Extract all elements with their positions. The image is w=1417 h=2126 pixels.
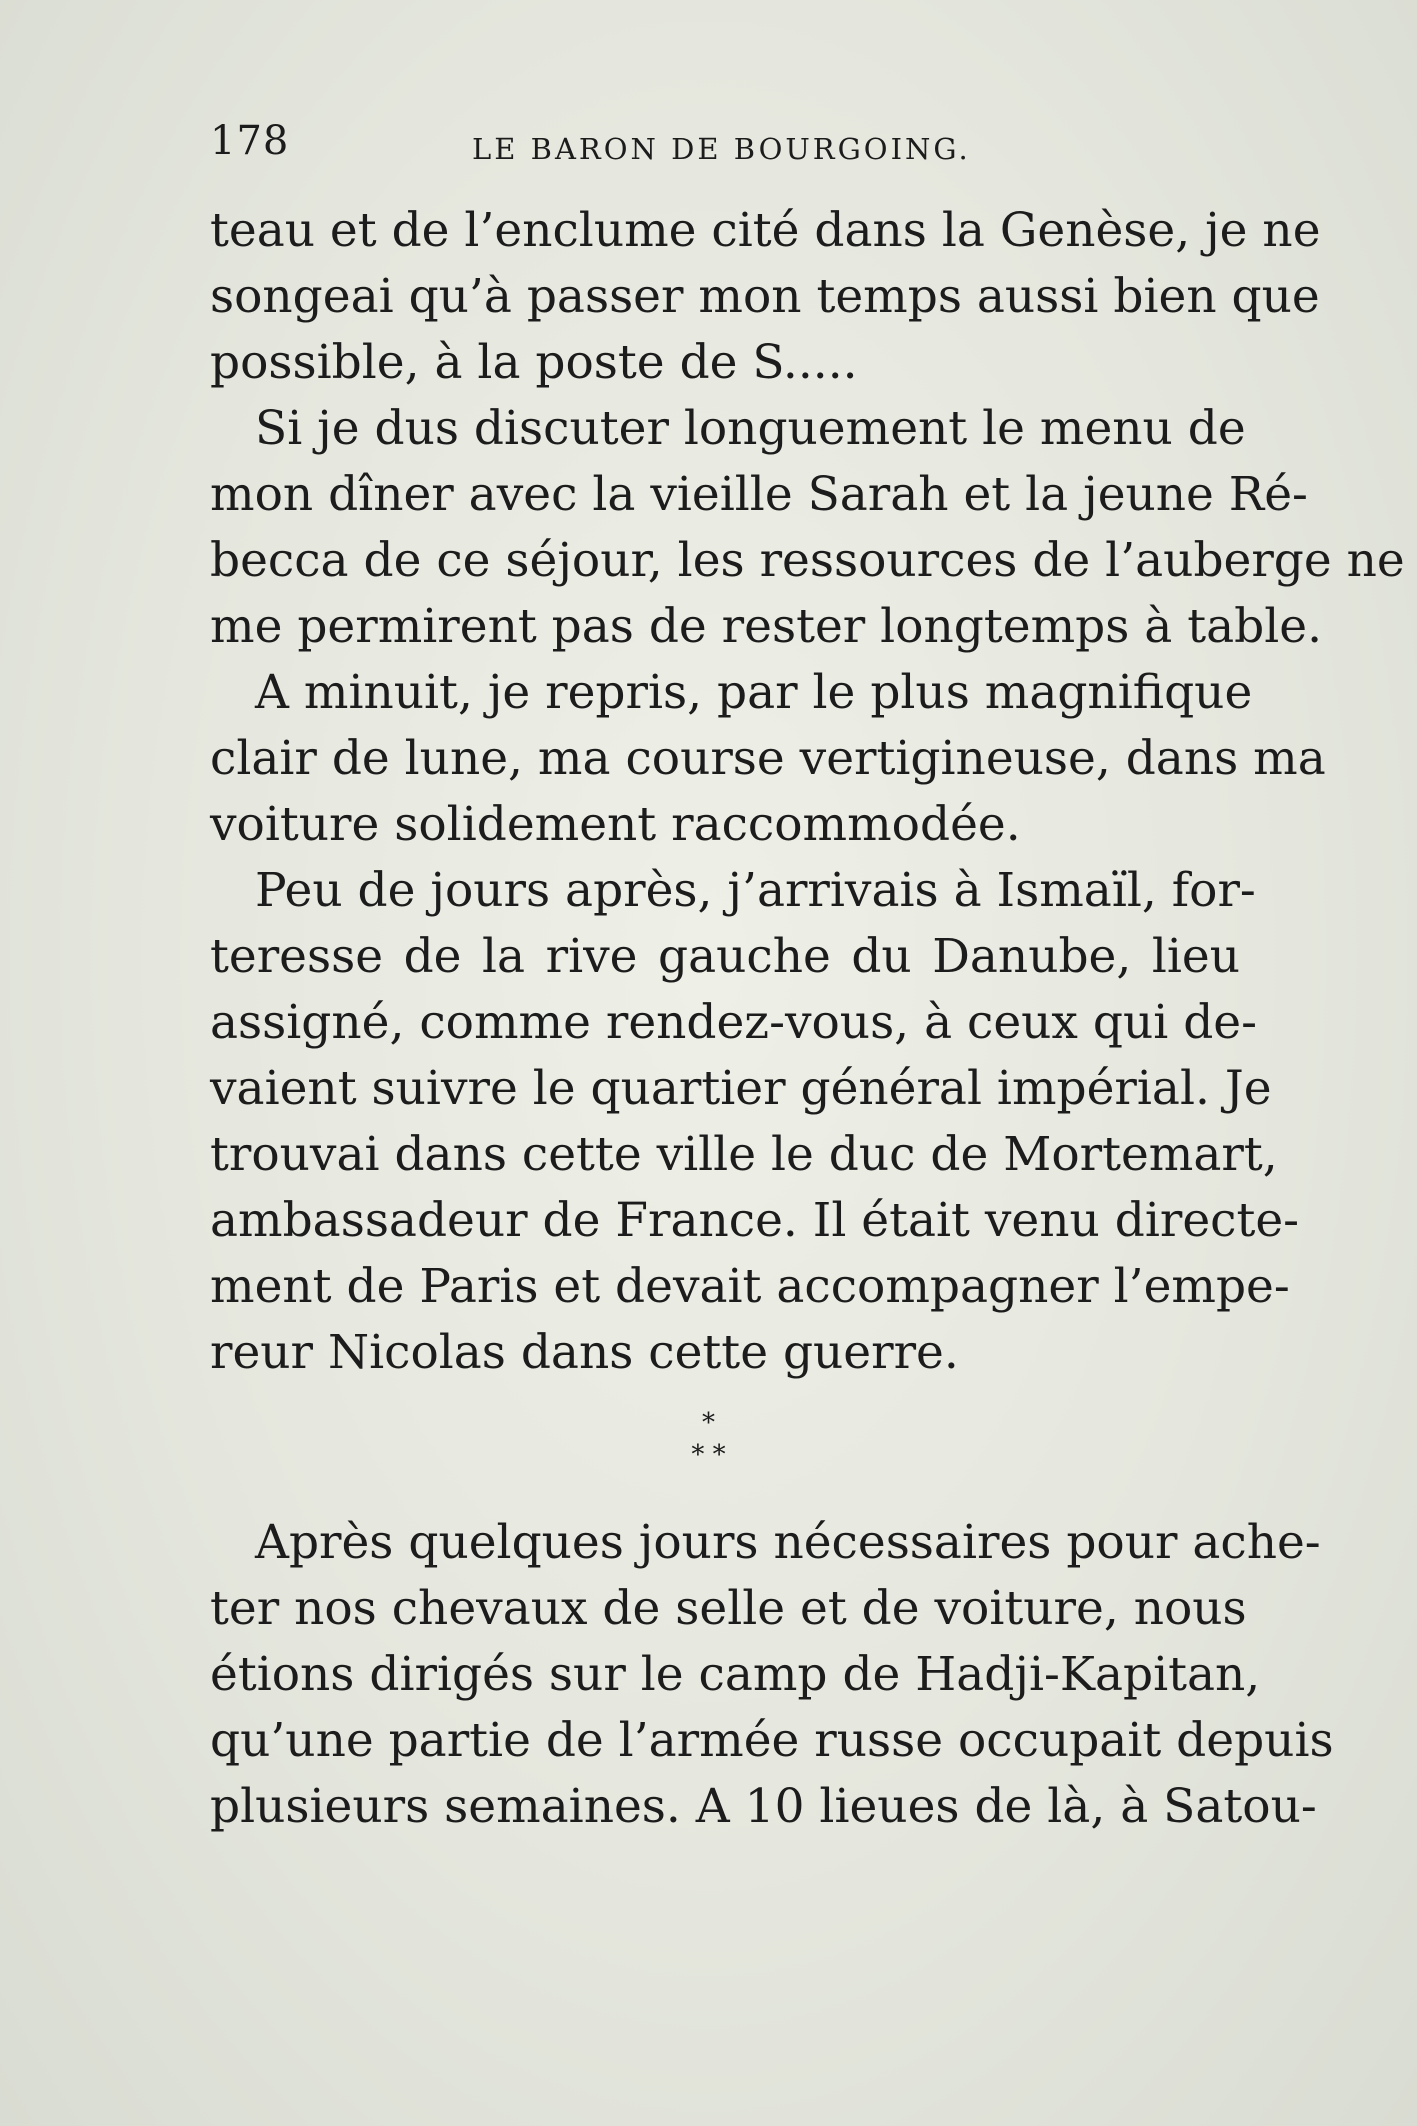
text-line: possible, à la poste de S..... <box>210 335 858 390</box>
text-line: clair de lune, ma course vertigineuse, dans ma <box>210 731 1326 786</box>
running-head: LE BARON DE BOURGOING. <box>472 132 971 166</box>
text-line: Si je dus discuter longuement le menu de <box>255 401 1246 456</box>
text-line: A minuit, je repris, par le plus magnifique <box>255 665 1253 720</box>
text-line: voiture solidement raccommodée. <box>210 797 1021 852</box>
text-line: vaient suivre le quartier général impérial. Je <box>210 1061 1272 1116</box>
text-line: reur Nicolas dans cette guerre. <box>210 1325 959 1380</box>
text-line: ter nos chevaux de selle et de voiture, nous <box>210 1581 1247 1636</box>
text-line: assigné, comme rendez-vous, à ceux qui de- <box>210 995 1257 1050</box>
text-line: ment de Paris et devait accompagner l’empe- <box>210 1259 1290 1314</box>
text-line: songeai qu’à passer mon temps aussi bien que <box>210 269 1320 324</box>
page-header <box>210 118 1240 178</box>
separator-asterisk-top: * <box>702 1408 715 1438</box>
text-line: plusieurs semaines. A 10 lieues de là, à Satou- <box>210 1779 1317 1834</box>
text-line: ambassadeur de France. Il était venu directe- <box>210 1193 1300 1248</box>
text-line: teresse de la rive gauche du Danube, lieu <box>210 929 1240 984</box>
text-line: Après quelques jours nécessaires pour ache- <box>255 1515 1321 1570</box>
page-number: 178 <box>210 118 290 164</box>
text-line: trouvai dans cette ville le duc de Mortemart, <box>210 1127 1278 1182</box>
text-line: me permirent pas de rester longtemps à table. <box>210 599 1323 654</box>
text-line: étions dirigés sur le camp de Hadji-Kapitan, <box>210 1647 1261 1702</box>
text-line: becca de ce séjour, les ressources de l’auberge ne <box>210 533 1405 588</box>
text-line: teau et de l’enclume cité dans la Genèse, je ne <box>210 203 1321 258</box>
text-line: mon dîner avec la vieille Sarah et la jeune Ré- <box>210 467 1308 522</box>
text-line: qu’une partie de l’armée russe occupait depuis <box>210 1713 1334 1768</box>
text-line: Peu de jours après, j’arrivais à Ismaïl, for- <box>255 863 1256 918</box>
separator-asterisk-bottom: * * <box>691 1440 726 1470</box>
